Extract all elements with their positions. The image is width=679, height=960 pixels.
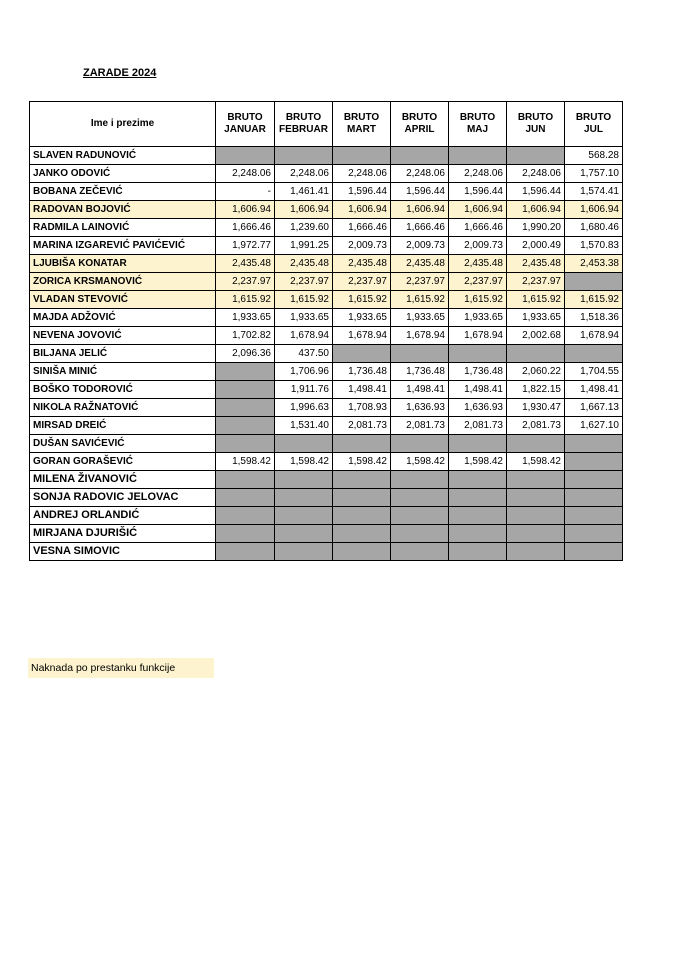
- salary-cell: 2,435.48: [216, 255, 275, 273]
- salary-cell: 1,606.94: [507, 201, 565, 219]
- empty-cell: [565, 273, 623, 291]
- salary-cell: 2,237.97: [507, 273, 565, 291]
- empty-cell: [449, 435, 507, 453]
- salary-cell: 1,615.92: [449, 291, 507, 309]
- empty-cell: [333, 489, 391, 507]
- salary-cell: 1,636.93: [391, 399, 449, 417]
- salary-cell: 1,706.96: [275, 363, 333, 381]
- empty-cell: [333, 507, 391, 525]
- salary-cell: 1,680.46: [565, 219, 623, 237]
- salary-cell: 1,933.65: [391, 309, 449, 327]
- salary-cell: 2,435.48: [275, 255, 333, 273]
- salary-cell: 1,736.48: [449, 363, 507, 381]
- empty-cell: [333, 543, 391, 561]
- salary-cell: 1,498.41: [333, 381, 391, 399]
- salary-cell: 2,060.22: [507, 363, 565, 381]
- salary-cell: 2,002.68: [507, 327, 565, 345]
- salary-cell: 1,822.15: [507, 381, 565, 399]
- salary-cell: 1,991.25: [275, 237, 333, 255]
- empty-cell: [275, 147, 333, 165]
- salary-cell: 2,009.73: [333, 237, 391, 255]
- employee-name: DUŠAN SAVIĆEVIĆ: [30, 435, 216, 453]
- empty-cell: [391, 489, 449, 507]
- salary-cell: 1,615.92: [391, 291, 449, 309]
- table-row: [30, 543, 623, 561]
- salary-cell: 1,239.60: [275, 219, 333, 237]
- salary-cell: 1,990.20: [507, 219, 565, 237]
- salary-cell: 1,933.65: [449, 309, 507, 327]
- salary-cell: 1,606.94: [275, 201, 333, 219]
- table-row: [30, 309, 623, 327]
- table-row: [30, 381, 623, 399]
- salary-cell: 437.50: [275, 345, 333, 363]
- employee-name: MILENA ŽIVANOVIĆ: [30, 471, 216, 489]
- table-body: [30, 147, 623, 561]
- salary-cell: 1,606.94: [333, 201, 391, 219]
- empty-cell: [275, 543, 333, 561]
- employee-name: ZORICA KRSMANOVIĆ: [30, 273, 216, 291]
- salary-cell: 1,678.94: [391, 327, 449, 345]
- empty-cell: [565, 453, 623, 471]
- empty-cell: [565, 489, 623, 507]
- salary-cell: 1,606.94: [216, 201, 275, 219]
- salary-cell: 1,708.93: [333, 399, 391, 417]
- salary-cell: 1,596.44: [333, 183, 391, 201]
- employee-name: JANKO ODOVIĆ: [30, 165, 216, 183]
- employee-name: BOŠKO TODOROVIĆ: [30, 381, 216, 399]
- salary-cell: 1,498.41: [565, 381, 623, 399]
- empty-cell: [565, 507, 623, 525]
- employee-name: NIKOLA RAŽNATOVIĆ: [30, 399, 216, 417]
- header-row: [30, 102, 623, 147]
- empty-cell: [507, 471, 565, 489]
- empty-cell: [507, 543, 565, 561]
- empty-cell: [275, 471, 333, 489]
- table-row: [30, 399, 623, 417]
- salary-cell: 2,248.06: [216, 165, 275, 183]
- salary-cell: 1,615.92: [565, 291, 623, 309]
- empty-cell: [449, 525, 507, 543]
- empty-cell: [216, 471, 275, 489]
- empty-cell: [565, 345, 623, 363]
- empty-cell: [391, 525, 449, 543]
- empty-cell: [391, 147, 449, 165]
- employee-name: RADOVAN BOJOVIĆ: [30, 201, 216, 219]
- employee-name: MIRJANA DJURIŠIĆ: [30, 525, 216, 543]
- salary-cell: 2,237.97: [391, 273, 449, 291]
- salary-table: [29, 101, 623, 561]
- salary-cell: 1,598.42: [216, 453, 275, 471]
- salary-cell: 1,757.10: [565, 165, 623, 183]
- page-title: ZARADE 2024: [83, 67, 157, 79]
- salary-cell: 1,736.48: [333, 363, 391, 381]
- empty-cell: [507, 345, 565, 363]
- empty-cell: [333, 471, 391, 489]
- salary-cell: 1,704.55: [565, 363, 623, 381]
- empty-cell: [333, 345, 391, 363]
- salary-cell: 1,666.46: [391, 219, 449, 237]
- salary-cell: 2,237.97: [449, 273, 507, 291]
- salary-cell: 2,248.06: [333, 165, 391, 183]
- empty-cell: [216, 417, 275, 435]
- empty-cell: [507, 507, 565, 525]
- employee-name: ANDREJ ORLANDIĆ: [30, 507, 216, 525]
- salary-cell: 1,678.94: [565, 327, 623, 345]
- salary-cell: 1,615.92: [507, 291, 565, 309]
- header-month: BRUTO MAJ: [449, 102, 507, 147]
- salary-cell: 1,598.42: [275, 453, 333, 471]
- table-row: [30, 201, 623, 219]
- empty-cell: [275, 507, 333, 525]
- table-row: [30, 345, 623, 363]
- employee-name: LJUBIŠA KONATAR: [30, 255, 216, 273]
- salary-cell: 2,248.06: [507, 165, 565, 183]
- empty-cell: [565, 471, 623, 489]
- empty-cell: [565, 543, 623, 561]
- employee-name: VLADAN STEVOVIĆ: [30, 291, 216, 309]
- salary-cell: -: [216, 183, 275, 201]
- salary-cell: 2,248.06: [391, 165, 449, 183]
- table-row: [30, 453, 623, 471]
- salary-cell: 1,598.42: [449, 453, 507, 471]
- salary-cell: 2,248.06: [449, 165, 507, 183]
- salary-cell: 1,627.10: [565, 417, 623, 435]
- empty-cell: [216, 525, 275, 543]
- salary-cell: 1,736.48: [391, 363, 449, 381]
- salary-cell: 1,461.41: [275, 183, 333, 201]
- header-month: BRUTO JUL: [565, 102, 623, 147]
- empty-cell: [391, 507, 449, 525]
- header-month: BRUTO MART: [333, 102, 391, 147]
- table-row: [30, 219, 623, 237]
- employee-name: RADMILA LAINOVIĆ: [30, 219, 216, 237]
- employee-name: BILJANA JELIĆ: [30, 345, 216, 363]
- table-row: [30, 489, 623, 507]
- empty-cell: [449, 147, 507, 165]
- salary-cell: 1,933.65: [333, 309, 391, 327]
- salary-cell: 1,598.42: [333, 453, 391, 471]
- salary-cell: 1,570.83: [565, 237, 623, 255]
- salary-cell: 2,435.48: [449, 255, 507, 273]
- table-row: [30, 273, 623, 291]
- employee-name: SLAVEN RADUNOVIĆ: [30, 147, 216, 165]
- empty-cell: [507, 435, 565, 453]
- salary-cell: 2,435.48: [507, 255, 565, 273]
- legend-highlight-note: Naknada po prestanku funkcije: [28, 658, 214, 678]
- header-month: BRUTO FEBRUAR: [275, 102, 333, 147]
- empty-cell: [391, 543, 449, 561]
- salary-cell: 1,667.13: [565, 399, 623, 417]
- salary-cell: 2,081.73: [391, 417, 449, 435]
- empty-cell: [216, 489, 275, 507]
- salary-cell: 1,531.40: [275, 417, 333, 435]
- empty-cell: [216, 543, 275, 561]
- table-row: [30, 507, 623, 525]
- employee-name: MAJDA ADŽOVIĆ: [30, 309, 216, 327]
- salary-cell: 1,606.94: [391, 201, 449, 219]
- empty-cell: [449, 543, 507, 561]
- salary-cell: 1,678.94: [333, 327, 391, 345]
- empty-cell: [449, 489, 507, 507]
- salary-cell: 1,933.65: [275, 309, 333, 327]
- salary-cell: 2,435.48: [333, 255, 391, 273]
- salary-cell: 2,081.73: [507, 417, 565, 435]
- employee-name: BOBANA ZEČEVIĆ: [30, 183, 216, 201]
- empty-cell: [507, 525, 565, 543]
- salary-cell: 2,453.38: [565, 255, 623, 273]
- header-month: BRUTO APRIL: [391, 102, 449, 147]
- header-name: Ime i prezime: [30, 102, 216, 147]
- header-month: BRUTO JUN: [507, 102, 565, 147]
- salary-cell: 1,666.46: [333, 219, 391, 237]
- header-month: BRUTO JANUAR: [216, 102, 275, 147]
- salary-cell: 2,237.97: [216, 273, 275, 291]
- employee-name: SINIŠA MINIĆ: [30, 363, 216, 381]
- table-row: [30, 183, 623, 201]
- empty-cell: [333, 525, 391, 543]
- salary-cell: 2,237.97: [275, 273, 333, 291]
- empty-cell: [216, 507, 275, 525]
- salary-cell: 2,248.06: [275, 165, 333, 183]
- salary-cell: 1,574.41: [565, 183, 623, 201]
- salary-cell: 2,009.73: [449, 237, 507, 255]
- salary-cell: 1,606.94: [449, 201, 507, 219]
- salary-cell: 1,615.92: [216, 291, 275, 309]
- empty-cell: [275, 489, 333, 507]
- salary-cell: 1,596.44: [449, 183, 507, 201]
- salary-cell: 1,930.47: [507, 399, 565, 417]
- table-row: [30, 327, 623, 345]
- table-row: [30, 165, 623, 183]
- salary-cell: 1,606.94: [565, 201, 623, 219]
- empty-cell: [275, 525, 333, 543]
- empty-cell: [449, 345, 507, 363]
- table-row: [30, 471, 623, 489]
- table-row: [30, 237, 623, 255]
- empty-cell: [565, 435, 623, 453]
- salary-cell: 2,000.49: [507, 237, 565, 255]
- salary-cell: 1,598.42: [391, 453, 449, 471]
- empty-cell: [391, 345, 449, 363]
- empty-cell: [391, 435, 449, 453]
- salary-cell: 1,598.42: [507, 453, 565, 471]
- salary-cell: 1,702.82: [216, 327, 275, 345]
- salary-cell: 2,081.73: [333, 417, 391, 435]
- empty-cell: [275, 435, 333, 453]
- salary-cell: 1,933.65: [507, 309, 565, 327]
- employee-name: SONJA RADOVIC JELOVAC: [30, 489, 216, 507]
- employee-name: VESNA SIMOVIC: [30, 543, 216, 561]
- salary-cell: 568.28: [565, 147, 623, 165]
- employee-name: GORAN GORAŠEVIĆ: [30, 453, 216, 471]
- salary-cell: 1,678.94: [449, 327, 507, 345]
- salary-cell: 1,666.46: [216, 219, 275, 237]
- salary-cell: 1,615.92: [333, 291, 391, 309]
- salary-cell: 2,096.36: [216, 345, 275, 363]
- empty-cell: [216, 399, 275, 417]
- salary-cell: 2,435.48: [391, 255, 449, 273]
- employee-name: MIRSAD DREIĆ: [30, 417, 216, 435]
- empty-cell: [333, 435, 391, 453]
- empty-cell: [565, 525, 623, 543]
- table-row: [30, 435, 623, 453]
- empty-cell: [216, 435, 275, 453]
- table-row: [30, 291, 623, 309]
- salary-cell: 1,972.77: [216, 237, 275, 255]
- salary-cell: 1,636.93: [449, 399, 507, 417]
- salary-cell: 1,498.41: [449, 381, 507, 399]
- table-row: [30, 525, 623, 543]
- employee-name: NEVENA JOVOVIĆ: [30, 327, 216, 345]
- salary-cell: 1,518.36: [565, 309, 623, 327]
- empty-cell: [333, 147, 391, 165]
- salary-cell: 2,237.97: [333, 273, 391, 291]
- salary-cell: 1,933.65: [216, 309, 275, 327]
- salary-cell: 1,596.44: [391, 183, 449, 201]
- empty-cell: [449, 507, 507, 525]
- salary-cell: 2,009.73: [391, 237, 449, 255]
- empty-cell: [507, 489, 565, 507]
- empty-cell: [216, 363, 275, 381]
- salary-cell: 1,596.44: [507, 183, 565, 201]
- table-row: [30, 255, 623, 273]
- salary-cell: 1,678.94: [275, 327, 333, 345]
- empty-cell: [216, 147, 275, 165]
- salary-cell: 1,666.46: [449, 219, 507, 237]
- table-row: [30, 363, 623, 381]
- empty-cell: [391, 471, 449, 489]
- salary-cell: 1,911.76: [275, 381, 333, 399]
- salary-cell: 2,081.73: [449, 417, 507, 435]
- salary-cell: 1,615.92: [275, 291, 333, 309]
- employee-name: MARINA IZGAREVIĆ PAVIĆEVIĆ: [30, 237, 216, 255]
- table-row: [30, 417, 623, 435]
- salary-cell: 1,498.41: [391, 381, 449, 399]
- empty-cell: [507, 147, 565, 165]
- table-row: [30, 147, 623, 165]
- empty-cell: [449, 471, 507, 489]
- empty-cell: [216, 381, 275, 399]
- salary-cell: 1,996.63: [275, 399, 333, 417]
